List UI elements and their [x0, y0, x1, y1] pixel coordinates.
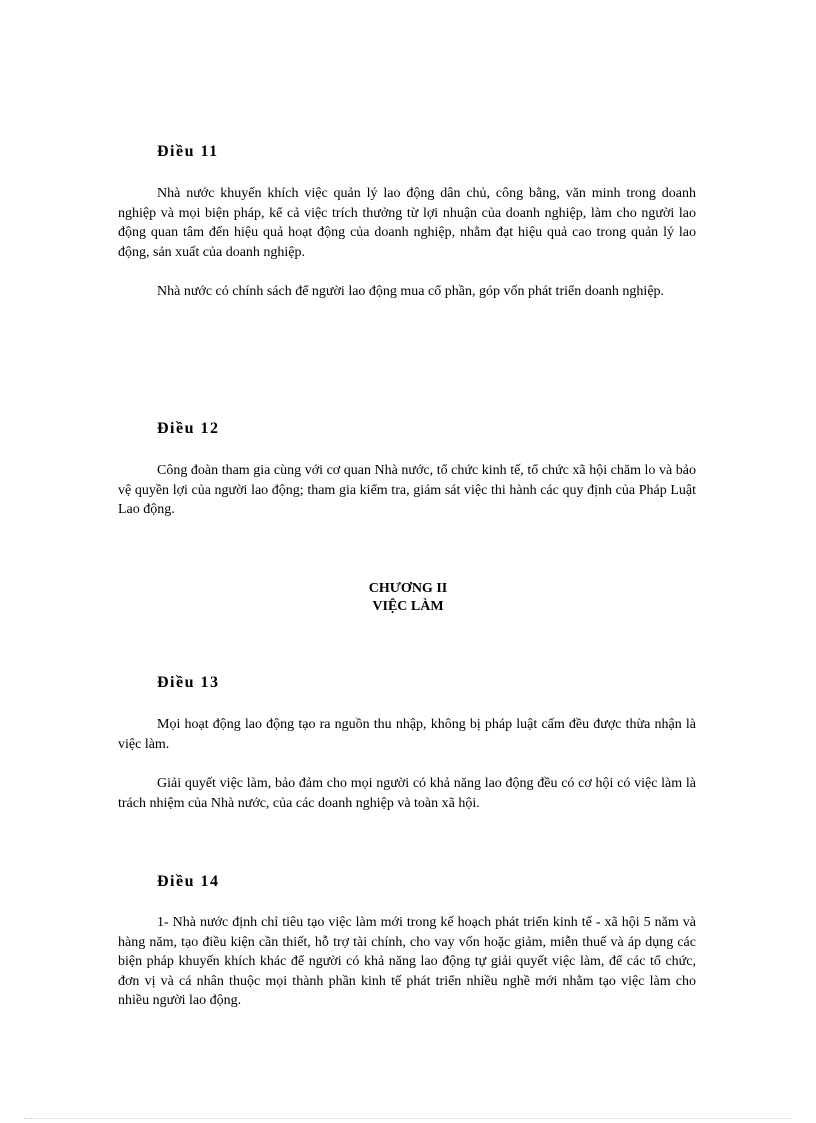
page-bottom-border	[24, 1118, 792, 1119]
article-13-paragraph-1: Mọi hoạt động lao động tạo ra nguồn thu nhập, không bị pháp luật cấm đều được thừa nhận là việc làm.	[118, 717, 696, 752]
article-11-paragraph-1: Nhà nước khuyến khích việc quản lý lao động dân chủ, công bằng, văn minh trong doanh nghiệp và mọi biện pháp, kể cả việc trích thưởng từ lợi nhuận của doanh nghiệp, làm cho người lao động quan tâm đến hiệu quả hoạt động của doanh nghiệp, nhằm đạt hiệu quả cao trong quản lý lao động, sản xuất của doanh nghiệp.	[118, 186, 696, 260]
article-body-13	[118, 715, 696, 813]
article-heading-13: Điều 13	[157, 674, 220, 691]
chapter-title: VIỆC LÀM	[372, 599, 444, 614]
chapter-number: CHƯƠNG II	[368, 581, 448, 596]
article-body-14	[118, 913, 696, 1011]
article-heading-11: Điều 11	[157, 143, 219, 160]
article-14-paragraph-1: 1- Nhà nước định chỉ tiêu tạo việc làm mới trong kế hoạch phát triển kinh tế - xã hội 5 năm và hàng năm, tạo điều kiện cần thiết, hỗ trợ tài chính, cho vay vốn hoặc giảm, miễn thuế và áp dụng các biện pháp khuyến khích khác để người có khả năng lao động tự giải quyết việc làm, để các tổ chức, đơn vị và cá nhân thuộc mọi thành phần kinh tế phát triển nhiều nghề mới nhằm tạo việc làm cho nhiều người lao động.	[118, 915, 696, 1009]
article-body-11	[118, 184, 696, 302]
article-13-paragraph-2: Giải quyết việc làm, bảo đảm cho mọi người có khả năng lao động đều có cơ hội có việc làm là trách nhiệm của Nhà nước, của các doanh nghiệp và toàn xã hội.	[118, 776, 696, 811]
chapter-heading	[258, 580, 558, 616]
article-heading-14: Điều 14	[157, 873, 220, 890]
article-heading-12: Điều 12	[157, 420, 220, 437]
article-11-paragraph-2: Nhà nước có chính sách để người lao động mua cổ phần, góp vốn phát triển doanh nghiệp.	[157, 284, 665, 300]
article-12-paragraph-1: Công đoàn tham gia cùng với cơ quan Nhà nước, tổ chức kinh tế, tổ chức xã hội chăm lo và bảo vệ quyền lợi của người lao động; tham gia kiểm tra, giám sát việc thi hành các quy định của Pháp Luật Lao động.	[118, 463, 696, 518]
article-body-12	[118, 461, 696, 520]
